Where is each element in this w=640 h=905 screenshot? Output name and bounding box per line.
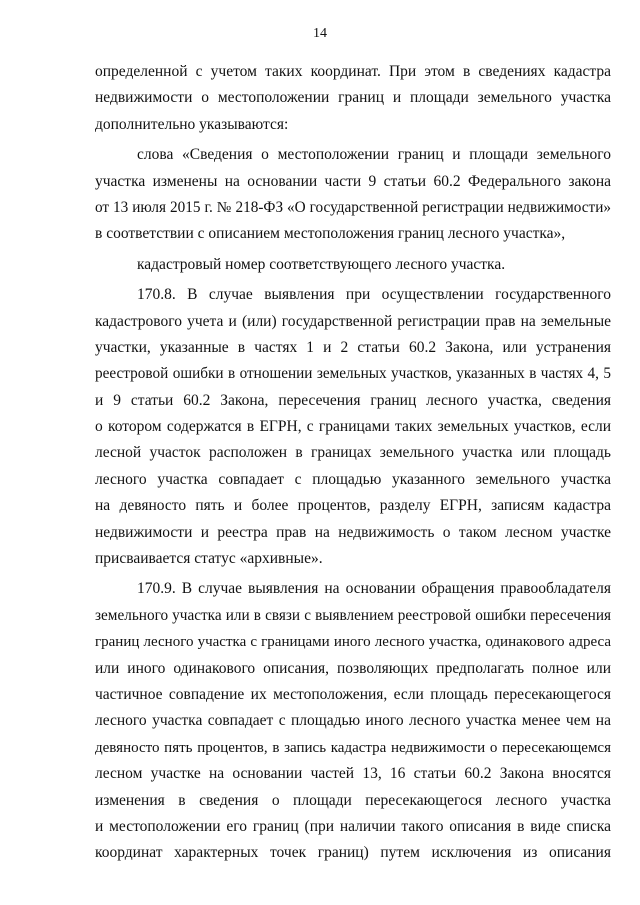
text-line: и местоположении его границ (при наличии такого описания в виде списка <box>95 817 611 835</box>
text-line: изменения в сведения о площади пересекающегося лесного участка <box>95 791 611 809</box>
text-line: частичное совпадение их местоположения, если площадь пересекающегося <box>95 685 611 703</box>
document-body <box>95 59 611 867</box>
text-line: 170.9. В случае выявления на основании обращения правообладателя <box>137 580 611 598</box>
text-line: недвижимости о местоположении границ и площади земельного участка <box>95 89 611 107</box>
text-line: лесной участок расположен в границах земельного участка или площадь <box>95 444 611 462</box>
text-line: лесном участке на основании частей 13, 16 статьи 60.2 Закона вносятся <box>95 765 611 783</box>
text-line: лесного участка совпадает с площадью иного лесного участка менее чем на <box>95 712 611 730</box>
text-line: координат характерных точек границ) путем исключения из описания <box>95 844 611 862</box>
text-line: земельного участка или в связи с выявлением реестровой ошибки пересечения <box>95 606 611 624</box>
text-line: недвижимости и реестра прав на недвижимость о таком лесном участке <box>95 523 611 541</box>
text-line: участка изменены на основании части 9 статьи 60.2 Федерального закона <box>95 172 611 190</box>
text-line: в соответствии с описанием местоположения границ лесного участка», <box>95 225 566 243</box>
text-line: кадастрового учета и (или) государственной регистрации прав на земельные <box>95 312 611 330</box>
text-line: о котором содержатся в ЕГРН, с границами таких земельных участков, если <box>95 418 611 436</box>
text-line: дополнительно указываются: <box>95 115 289 133</box>
page-number: 14 <box>313 26 327 41</box>
text-line: или иного одинакового описания, позволяющих предполагать полное или <box>95 659 611 677</box>
text-line: и 9 статьи 60.2 Закона, пересечения границ лесного участка, сведения <box>95 391 611 409</box>
text-line: лесного участка совпадает с площадью указанного земельного участка <box>95 470 611 488</box>
text-line: реестровой ошибки в отношении земельных участков, указанных в частях 4, 5 <box>95 365 611 383</box>
text-line: от 13 июля 2015 г. № 218-ФЗ «О государственной регистрации недвижимости» <box>95 198 611 216</box>
text-line: 170.8. В случае выявления при осуществлении государственного <box>137 286 611 304</box>
text-line: определенной с учетом таких координат. При этом в сведениях кадастра <box>95 63 611 80</box>
text-line: границ лесного участка с границами иного лесного участка, одинакового адреса <box>95 634 611 651</box>
text-line: на девяносто пять и более процентов, разделу ЕГРН, записям кадастра <box>95 497 611 515</box>
text-line: кадастровый номер соответствующего лесного участка. <box>137 255 506 273</box>
text-line: слова «Сведения о местоположении границ и площади земельного <box>137 146 611 164</box>
text-line: участки, указанные в частях 1 и 2 статьи 60.2 Закона, или устранения <box>95 338 611 356</box>
text-line: девяносто пять процентов, в запись кадастра недвижимости о пересекающемся <box>95 739 611 756</box>
text-line: присваивается статус «архивные». <box>95 550 323 568</box>
